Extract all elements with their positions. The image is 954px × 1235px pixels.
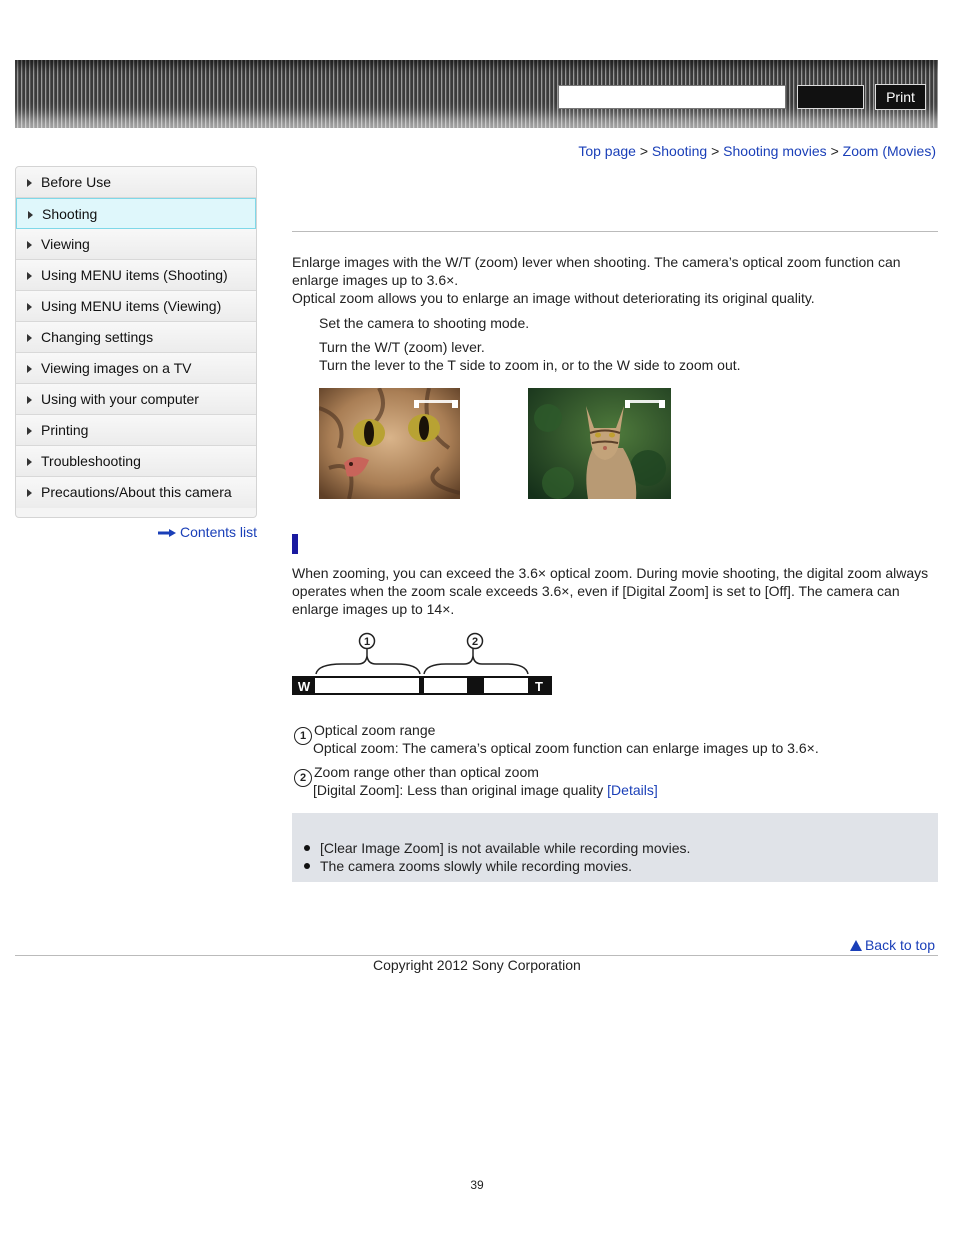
step-2-description: Turn the lever to the T side to zoom in, or to the W side to zoom out.: [319, 357, 741, 373]
sidebar-item-label: Using MENU items (Viewing): [41, 298, 222, 314]
breadcrumb-separator: >: [830, 143, 839, 159]
search-button[interactable]: [797, 85, 864, 109]
sidebar-item-viewing-tv[interactable]: [16, 353, 256, 384]
contents-list-label: Contents list: [180, 524, 258, 540]
breadcrumb-zoom-movies[interactable]: Zoom (Movies): [842, 143, 936, 159]
note-item: [304, 857, 632, 875]
wide-label: W: [297, 679, 311, 694]
intro-line-1: Enlarge images with the W/T (zoom) lever when shooting. The camera’s optical zoom function can enlarge images up to 3.6×.: [292, 254, 901, 288]
number-1-icon: 1: [294, 727, 312, 745]
copyright-text: Copyright 2012 Sony Corporation: [373, 957, 581, 973]
breadcrumb-separator: >: [711, 143, 720, 159]
sidebar-item-label: Viewing images on a TV: [41, 360, 192, 376]
sidebar-item-label: Precautions/About this camera: [41, 484, 232, 500]
caret-right-icon: [27, 179, 32, 187]
note-text: The camera zooms slowly while recording movies.: [320, 858, 632, 874]
step-2-title: Turn the W/T (zoom) lever.: [319, 339, 485, 355]
caret-right-icon: [27, 458, 32, 466]
intro-line-2: Optical zoom allows you to enlarge an image without deteriorating its original quality.: [292, 290, 815, 306]
zoomed-out-cat-image: [528, 388, 671, 499]
legend-1-description: Optical zoom: The camera’s optical zoom function can enlarge images up to 3.6×.: [313, 740, 819, 756]
sidebar-item-troubleshooting[interactable]: [16, 446, 256, 477]
caret-right-icon: [27, 489, 32, 497]
title-divider: [292, 231, 938, 232]
sidebar-item-before-use[interactable]: [16, 167, 256, 198]
print-button[interactable]: Print: [875, 84, 926, 110]
sidebar-item-label: Using with your computer: [41, 391, 199, 407]
number-2-icon: 2: [294, 769, 312, 787]
sidebar-item-label: Shooting: [42, 206, 98, 222]
breadcrumb-shooting-movies[interactable]: Shooting movies: [723, 143, 827, 159]
details-link[interactable]: [Details]: [607, 782, 658, 798]
search-input[interactable]: [558, 85, 786, 109]
breadcrumb-shooting[interactable]: Shooting: [651, 143, 708, 159]
sidebar-item-printing[interactable]: [16, 415, 256, 446]
sidebar-item-label: Changing settings: [41, 329, 154, 345]
legend-1-title: Optical zoom range: [314, 722, 436, 738]
bullet-icon: [304, 863, 310, 869]
sidebar-item-changing-settings[interactable]: [16, 322, 256, 353]
sidebar-item-menu-viewing[interactable]: [16, 291, 256, 322]
sidebar-item-label: Troubleshooting: [41, 453, 141, 469]
arrow-right-icon: [158, 529, 176, 537]
caret-right-icon: [27, 396, 32, 404]
caret-right-icon: [27, 241, 32, 249]
notes-box: [292, 813, 938, 882]
caret-right-icon: [28, 211, 33, 219]
triangle-up-icon: [850, 940, 862, 951]
sidebar-item-precautions[interactable]: [16, 477, 256, 508]
zoomed-in-cat-image: [319, 388, 460, 499]
sidebar-item-label: Printing: [41, 422, 89, 438]
intro-text: [292, 253, 932, 307]
marker-1-label: 1: [363, 636, 371, 648]
caret-right-icon: [27, 272, 32, 280]
caret-right-icon: [27, 303, 32, 311]
sidebar: [15, 166, 257, 518]
caret-right-icon: [27, 365, 32, 373]
section-marker: [292, 534, 298, 554]
note-text: [Clear Image Zoom] is not available while recording movies.: [320, 840, 691, 856]
caret-right-icon: [27, 334, 32, 342]
sidebar-item-shooting[interactable]: [16, 198, 256, 229]
step-1-text: Set the camera to shooting mode.: [319, 315, 530, 331]
sidebar-item-label: Before Use: [41, 174, 112, 190]
sidebar-item-computer[interactable]: [16, 384, 256, 415]
back-to-top-link[interactable]: [850, 937, 935, 953]
marker-2-label: 2: [471, 636, 479, 648]
tele-label: T: [535, 679, 543, 694]
legend-2-desc-text: [Digital Zoom]: Less than original image quality: [313, 782, 604, 798]
legend-2-title: Zoom range other than optical zoom: [314, 764, 539, 780]
contents-list-link[interactable]: [158, 524, 257, 540]
sidebar-item-label: Viewing: [41, 236, 90, 252]
legend-2-description: [313, 781, 658, 799]
step-2: [319, 338, 919, 374]
sidebar-item-viewing[interactable]: [16, 229, 256, 260]
back-to-top-label: Back to top: [864, 937, 935, 953]
sidebar-item-label: Using MENU items (Shooting): [41, 267, 228, 283]
sidebar-item-menu-shooting[interactable]: [16, 260, 256, 291]
caret-right-icon: [27, 427, 32, 435]
bullet-icon: [304, 845, 310, 851]
zoom-range-diagram: [292, 630, 554, 700]
breadcrumb-top-page[interactable]: Top page: [578, 143, 636, 159]
note-item: [304, 839, 690, 857]
digital-zoom-text: When zooming, you can exceed the 3.6× optical zoom. During movie shooting, the digital zoom always operates when the zoom scale exceeds 3.6×, even if [Digital Zoom] is set to [Off]. The camera can enlarge images up to 14×.: [292, 565, 929, 617]
breadcrumb: [578, 143, 936, 159]
page-number: 39: [470, 1178, 484, 1192]
breadcrumb-separator: >: [639, 143, 649, 159]
